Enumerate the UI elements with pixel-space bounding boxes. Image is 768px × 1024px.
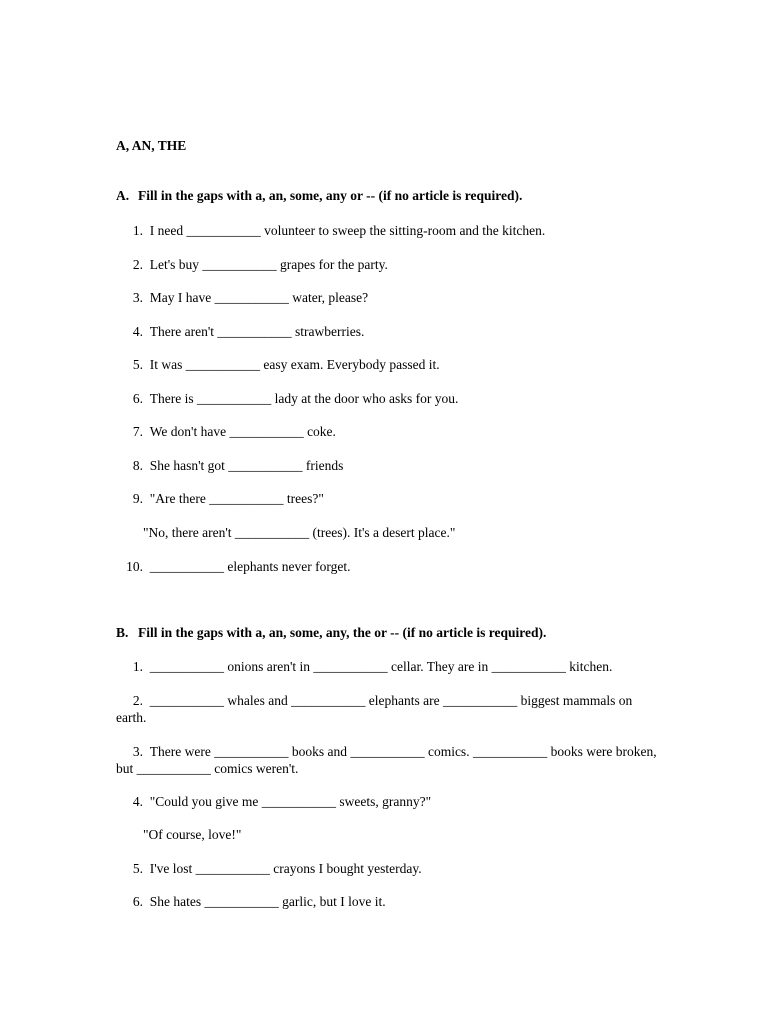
item-text: She hates ___________ garlic, but I love it.	[149, 894, 386, 909]
section-b-instructions: Fill in the gaps with a, an, some, any, the or -- (if no article is required).	[138, 625, 547, 640]
exercise-a-item-7	[116, 423, 661, 440]
exercise-a-item-4	[116, 323, 661, 340]
item-number: 8.	[132, 458, 143, 473]
exercise-b-item-1	[116, 658, 661, 675]
item-text: There is ___________ lady at the door who asks for you.	[149, 391, 459, 406]
item-number: 7.	[132, 424, 143, 439]
exercise-a-item-5	[116, 356, 661, 373]
item-text: I've lost ___________ crayons I bought yesterday.	[149, 861, 422, 876]
exercise-b-item-4	[116, 793, 661, 810]
exercise-b-item-3	[116, 743, 661, 777]
exercise-a-item-6	[116, 390, 661, 407]
item-text: "Could you give me ___________ sweets, granny?"	[149, 794, 432, 809]
exercise-b-item-2	[116, 692, 661, 726]
exercise-a-item-9	[116, 490, 661, 507]
exercise-a-item-1	[116, 222, 661, 239]
section-a-instructions: Fill in the gaps with a, an, some, any or -- (if no article is required).	[138, 188, 523, 203]
item-number: 4.	[132, 324, 143, 339]
item-number: 6.	[132, 894, 143, 909]
item-number: 1.	[132, 659, 143, 674]
item-number: 4.	[132, 794, 143, 809]
item-text: "Are there ___________ trees?"	[149, 491, 324, 506]
item-text: ___________ elephants never forget.	[149, 559, 351, 574]
section-b-heading	[116, 625, 546, 641]
item-text: ___________ whales and ___________ elephants are ___________ biggest mammals on earth.	[116, 693, 633, 725]
item-number: 5.	[132, 357, 143, 372]
exercise-b-item-6	[116, 893, 661, 910]
item-number: 2.	[132, 257, 143, 272]
item-text: She hasn't got ___________ friends	[149, 458, 344, 473]
exercise-b-item-4-continuation: "Of course, love!"	[143, 827, 242, 842]
item-number: 2.	[132, 693, 143, 708]
item-text: It was ___________ easy exam. Everybody passed it.	[149, 357, 440, 372]
exercise-a-item-8	[116, 457, 661, 474]
exercise-a-item-10	[116, 558, 661, 575]
item-number: 9.	[132, 491, 143, 506]
item-number: 6.	[132, 391, 143, 406]
item-number: 3.	[132, 290, 143, 305]
section-b-letter: B.	[116, 625, 129, 640]
section-a-heading	[116, 188, 522, 204]
item-text: Let's buy ___________ grapes for the party.	[149, 257, 388, 272]
exercise-a-item-3	[116, 289, 661, 306]
item-number: 1.	[132, 223, 143, 238]
item-text: I need ___________ volunteer to sweep the sitting-room and the kitchen.	[149, 223, 546, 238]
exercise-a-item-9-continuation: "No, there aren't ___________ (trees). It's a desert place."	[143, 525, 456, 540]
exercise-a-item-2	[116, 256, 661, 273]
item-number: 3.	[132, 744, 143, 759]
item-number: 10.	[126, 559, 143, 574]
item-text: There aren't ___________ strawberries.	[149, 324, 365, 339]
item-text: There were ___________ books and ___________ comics. ___________ books were broken, but ___________ comics weren't.	[116, 744, 657, 776]
item-text: ___________ onions aren't in ___________ cellar. They are in ___________ kitchen.	[149, 659, 613, 674]
section-a-letter: A.	[116, 188, 130, 203]
item-text: We don't have ___________ coke.	[149, 424, 336, 439]
exercise-b-item-5	[116, 860, 661, 877]
item-text: May I have ___________ water, please?	[149, 290, 369, 305]
item-number: 5.	[132, 861, 143, 876]
page-title: A, AN, THE	[116, 138, 187, 153]
